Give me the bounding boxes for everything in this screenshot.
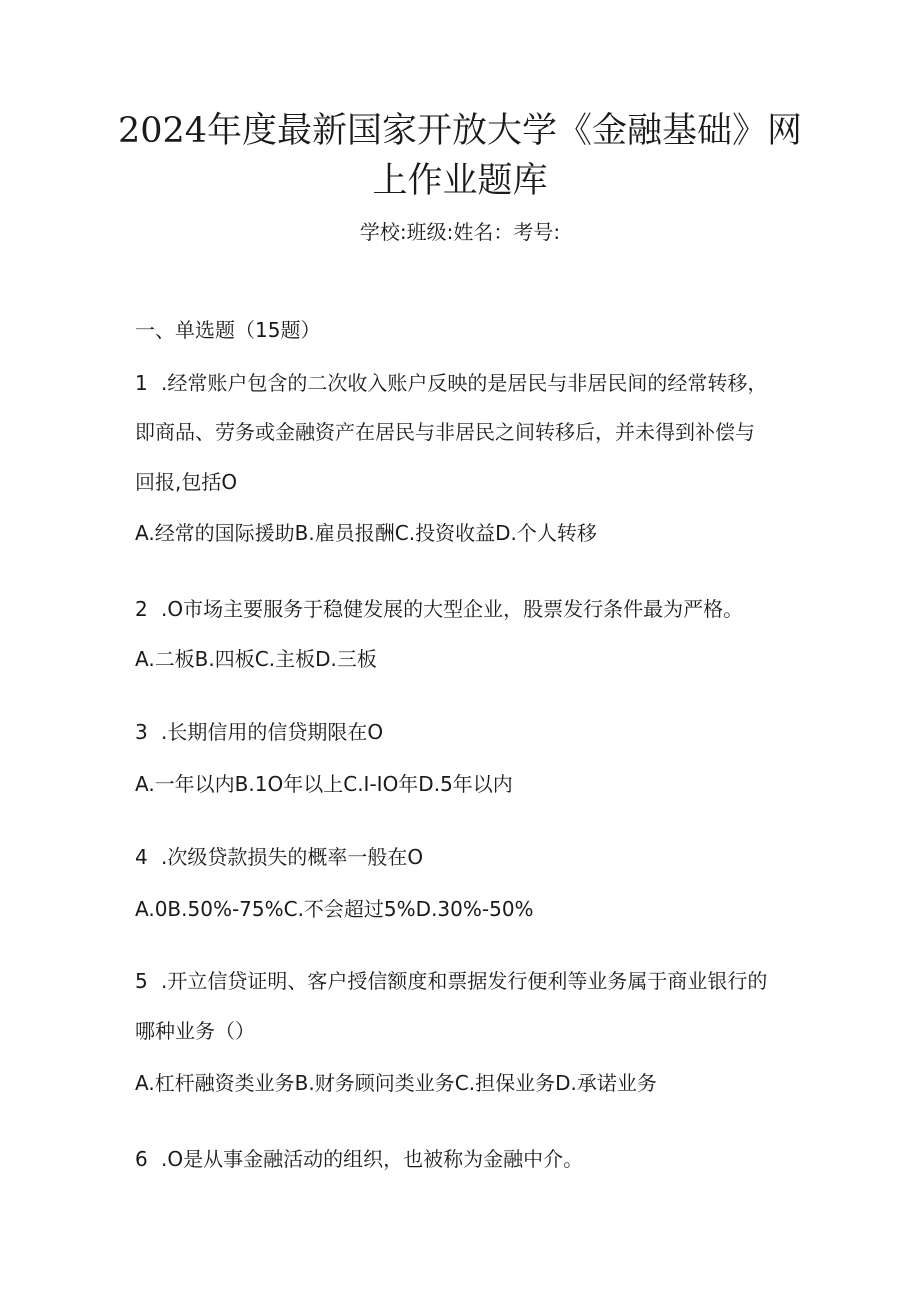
question-1-text-1: .经常账户包含的二次收入账户反映的是居民与非居民间的经常转移， (161, 371, 768, 395)
question-1-text-3: 回报,包括O (135, 470, 238, 494)
document-title-line-1: 2024年度最新国家开放大学《金融基础》网 (117, 111, 803, 151)
question-3-number: 3 (135, 720, 148, 744)
question-5-line-1 (135, 967, 767, 995)
question-1-options: A.经常的国际援助B.雇员报酬C.投资收益D.个人转移 (135, 521, 597, 545)
question-1-text-2: 即商品、劳务或金融资产在居民与非居民之间转移后，并未得到补偿与 (135, 420, 755, 444)
question-5-text-1: .开立信贷证明、客户授信额度和票据发行便利等业务属于商业银行的 (161, 969, 768, 993)
question-5-text-2: 哪种业务（） (135, 1019, 255, 1043)
question-4-line-1 (135, 843, 423, 871)
question-6-line-1 (135, 1145, 583, 1173)
question-4-options: A.0B.50%-75%C.不会超过5%D.30%-50% (135, 897, 534, 921)
question-1-line-1 (135, 369, 767, 397)
document-title-line-2: 上作业题库 (372, 161, 548, 201)
question-2-text-1: .O市场主要服务于稳健发展的大型企业，股票发行条件最为严格。 (161, 597, 744, 621)
question-2-number: 2 (135, 597, 148, 621)
question-2-options: A.二板B.四板C.主板D.三板 (135, 647, 377, 671)
question-5-number: 5 (135, 969, 148, 993)
question-2-line-1 (135, 595, 743, 623)
question-4-text-1: .次级贷款损失的概率一般在O (161, 845, 424, 869)
question-3-line-1 (135, 718, 383, 746)
question-1-number: 1 (135, 371, 148, 395)
student-info-line: 学校:班级:姓名：考号: (359, 220, 561, 244)
section-heading: 一、单选题（15题） (135, 318, 321, 342)
question-4-number: 4 (135, 845, 148, 869)
question-6-text-1: .O是从事金融活动的组织，也被称为金融中介。 (161, 1147, 584, 1171)
question-3-text-1: .长期信用的信贷期限在O (161, 720, 384, 744)
question-5-options: A.杠杆融资类业务B.财务顾问类业务C.担保业务D.承诺业务 (135, 1071, 657, 1095)
question-3-options: A.一年以内B.1O年以上C.I-IO年D.5年以内 (135, 772, 513, 796)
question-6-number: 6 (135, 1147, 148, 1171)
